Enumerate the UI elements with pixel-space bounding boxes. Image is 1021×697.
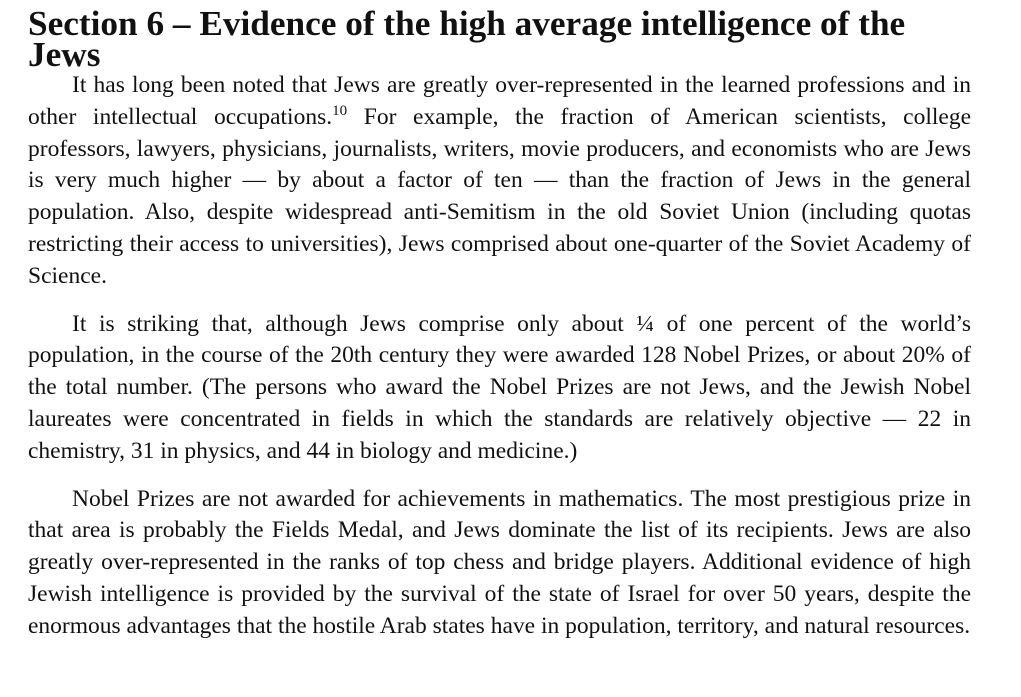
paragraph-3: Nobel Prizes are not awarded for achievements in mathematics. The most prestigious prize in that area is probably the Fields Medal, and Jews dominate the list of its recipients. Jews are also greatly over-represented in the ranks of top chess and bridge players. Additional evidence of high Jewish intelligence is provided by the survival of the state of Israel for over 50 years, despite the enormous advantages that the hostile Arab states have in population, territory, and natural resources. [28, 485, 971, 639]
footnote-marker: 10 [332, 102, 348, 119]
paragraph-1 [28, 70, 971, 293]
section-heading: Section 6 – Evidence of the high average intelligence of the Jews [28, 4, 906, 74]
paragraph-2: It is striking that, although Jews comprise only about ¼ of one percent of the world’s population, in the course of the 20th century they were awarded 128 Nobel Prizes, or about 20% of the total number. (The persons who award the Nobel Prizes are not Jews, and the Jewish Nobel laureates were concentrated in fields in which the standards are relatively objective — 22 in chemistry, 31 in physics, and 44 in biology and medicine.) [28, 310, 971, 464]
document-page [28, 4, 971, 643]
paragraph-1-text: It has long been noted that Jews are greatly over-represented in the learned professions and in other intellectual occupations. [28, 72, 971, 130]
paragraph-1-text-continued: For example, the fraction of American scientists, college professors, lawyers, physicians, journalists, writers, movie producers, and economists who are Jews is very much higher — by about a factor of ten — than the fraction of Jews in the general population. Also, despite widespread anti-Semitism in the old Soviet Union (including quotas restricting their access to universities), Jews comprised about one-quarter of the Soviet Academy of Science. [28, 103, 971, 289]
